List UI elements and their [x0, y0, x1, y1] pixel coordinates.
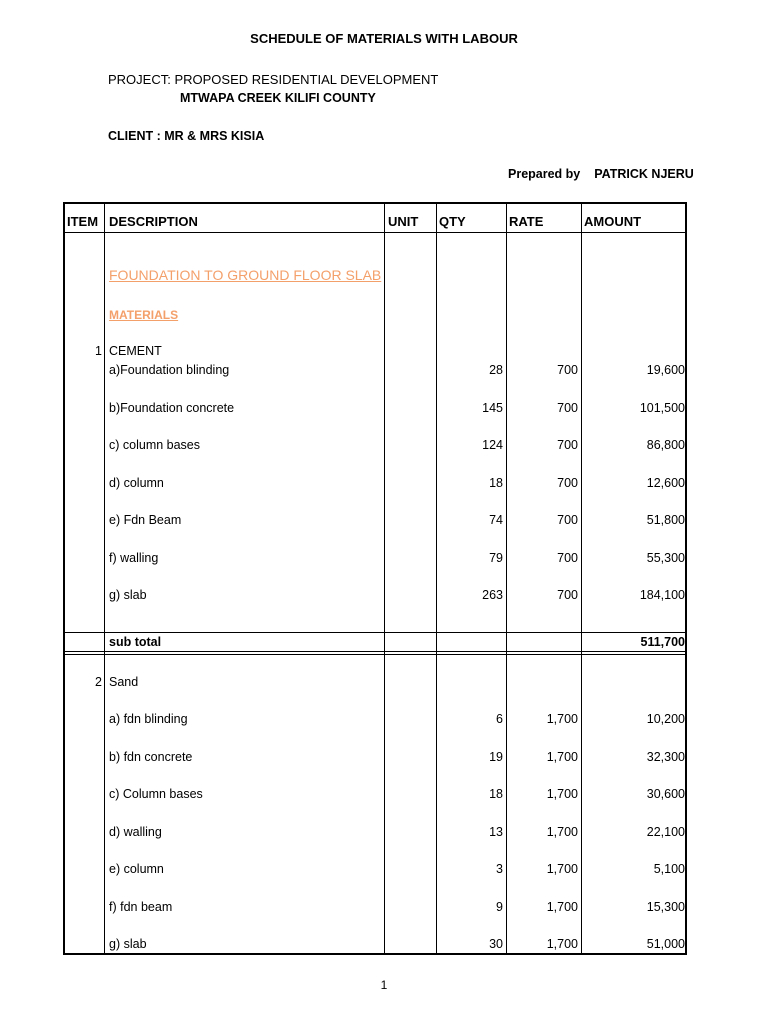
row-description: c) column bases — [109, 438, 201, 452]
row-rate: 1,700 — [546, 825, 578, 839]
column-header-qty: QTY — [439, 214, 466, 229]
row-description: c) Column bases — [109, 787, 203, 801]
prepared-by-name: PATRICK NJERU — [594, 167, 694, 181]
materials-heading: MATERIALS — [109, 308, 179, 322]
row-description: d) walling — [109, 825, 162, 839]
project-location: MTWAPA CREEK KILIFI COUNTY — [180, 91, 376, 105]
col-rule-desc — [384, 204, 385, 953]
row-rate: 1,700 — [546, 937, 578, 951]
prepared-by-label: Prepared by — [508, 167, 581, 181]
section-heading: FOUNDATION TO GROUND FLOOR SLAB — [109, 267, 382, 283]
column-header-rate: RATE — [509, 214, 544, 229]
row-qty: 13 — [489, 825, 503, 839]
row-qty: 124 — [482, 438, 503, 452]
column-header-item: ITEM — [67, 214, 99, 229]
row-description: g) slab — [109, 588, 147, 602]
group-name: Sand — [109, 675, 139, 689]
col-rule-qty — [506, 204, 507, 953]
item-number: 2 — [95, 675, 102, 689]
col-rule-unit — [436, 204, 437, 953]
header-rule — [65, 232, 685, 233]
row-qty: 6 — [496, 712, 503, 726]
row-amount: 101,500 — [639, 401, 685, 415]
row-qty: 19 — [489, 750, 503, 764]
row-description: d) column — [109, 476, 164, 490]
row-amount: 15,300 — [646, 900, 685, 914]
schedule-table — [63, 202, 687, 955]
column-header-amount: AMOUNT — [584, 214, 642, 229]
subtotal-label: sub total — [109, 635, 162, 649]
subtotal-amount: 511,700 — [640, 635, 685, 649]
row-description: a)Foundation blinding — [109, 363, 230, 377]
row-qty: 28 — [489, 363, 503, 377]
row-qty: 74 — [489, 513, 503, 527]
row-qty: 18 — [489, 787, 503, 801]
row-description: g) slab — [109, 937, 147, 951]
row-qty: 30 — [489, 937, 503, 951]
client-line: CLIENT : MR & MRS KISIA — [108, 129, 265, 143]
row-amount: 22,100 — [646, 825, 685, 839]
col-rule-item — [104, 204, 105, 953]
row-amount: 19,600 — [646, 363, 685, 377]
row-rate: 700 — [557, 551, 578, 565]
page-number: 1 — [380, 978, 388, 992]
row-qty: 263 — [482, 588, 503, 602]
prepared-by — [508, 167, 694, 181]
row-description: b)Foundation concrete — [109, 401, 235, 415]
row-qty: 79 — [489, 551, 503, 565]
row-rate: 1,700 — [546, 900, 578, 914]
row-rate: 700 — [557, 363, 578, 377]
row-rate: 700 — [557, 438, 578, 452]
document-title: SCHEDULE OF MATERIALS WITH LABOUR — [250, 31, 518, 46]
row-rate: 1,700 — [546, 862, 578, 876]
row-rate: 700 — [557, 588, 578, 602]
subtotal-double-rule — [65, 654, 685, 655]
row-amount: 86,800 — [646, 438, 685, 452]
row-rate: 1,700 — [546, 787, 578, 801]
column-header-unit: UNIT — [388, 214, 419, 229]
row-amount: 51,800 — [646, 513, 685, 527]
project-line: PROJECT: PROPOSED RESIDENTIAL DEVELOPMENT — [108, 72, 439, 87]
row-amount: 12,600 — [646, 476, 685, 490]
row-amount: 10,200 — [646, 712, 685, 726]
row-qty: 9 — [496, 900, 503, 914]
group-name: CEMENT — [109, 344, 162, 358]
column-header-description: DESCRIPTION — [109, 214, 198, 229]
item-number: 1 — [95, 344, 102, 358]
row-description: a) fdn blinding — [109, 712, 188, 726]
row-amount: 55,300 — [646, 551, 685, 565]
row-rate: 700 — [557, 476, 578, 490]
row-description: e) column — [109, 862, 164, 876]
row-description: f) walling — [109, 551, 159, 565]
subtotal-bottom-rule — [65, 651, 685, 652]
row-qty: 145 — [482, 401, 503, 415]
row-description: b) fdn concrete — [109, 750, 193, 764]
row-rate: 1,700 — [546, 750, 578, 764]
row-description: e) Fdn Beam — [109, 513, 182, 527]
col-rule-rate — [581, 204, 582, 953]
row-rate: 700 — [557, 513, 578, 527]
row-amount: 30,600 — [646, 787, 685, 801]
row-description: f) fdn beam — [109, 900, 173, 914]
row-amount: 184,100 — [639, 588, 685, 602]
row-rate: 700 — [557, 401, 578, 415]
row-amount: 5,100 — [653, 862, 685, 876]
row-rate: 1,700 — [546, 712, 578, 726]
row-amount: 32,300 — [646, 750, 685, 764]
row-amount: 51,000 — [646, 937, 685, 951]
subtotal-top-rule — [65, 632, 685, 633]
row-qty: 3 — [496, 862, 503, 876]
row-qty: 18 — [489, 476, 503, 490]
